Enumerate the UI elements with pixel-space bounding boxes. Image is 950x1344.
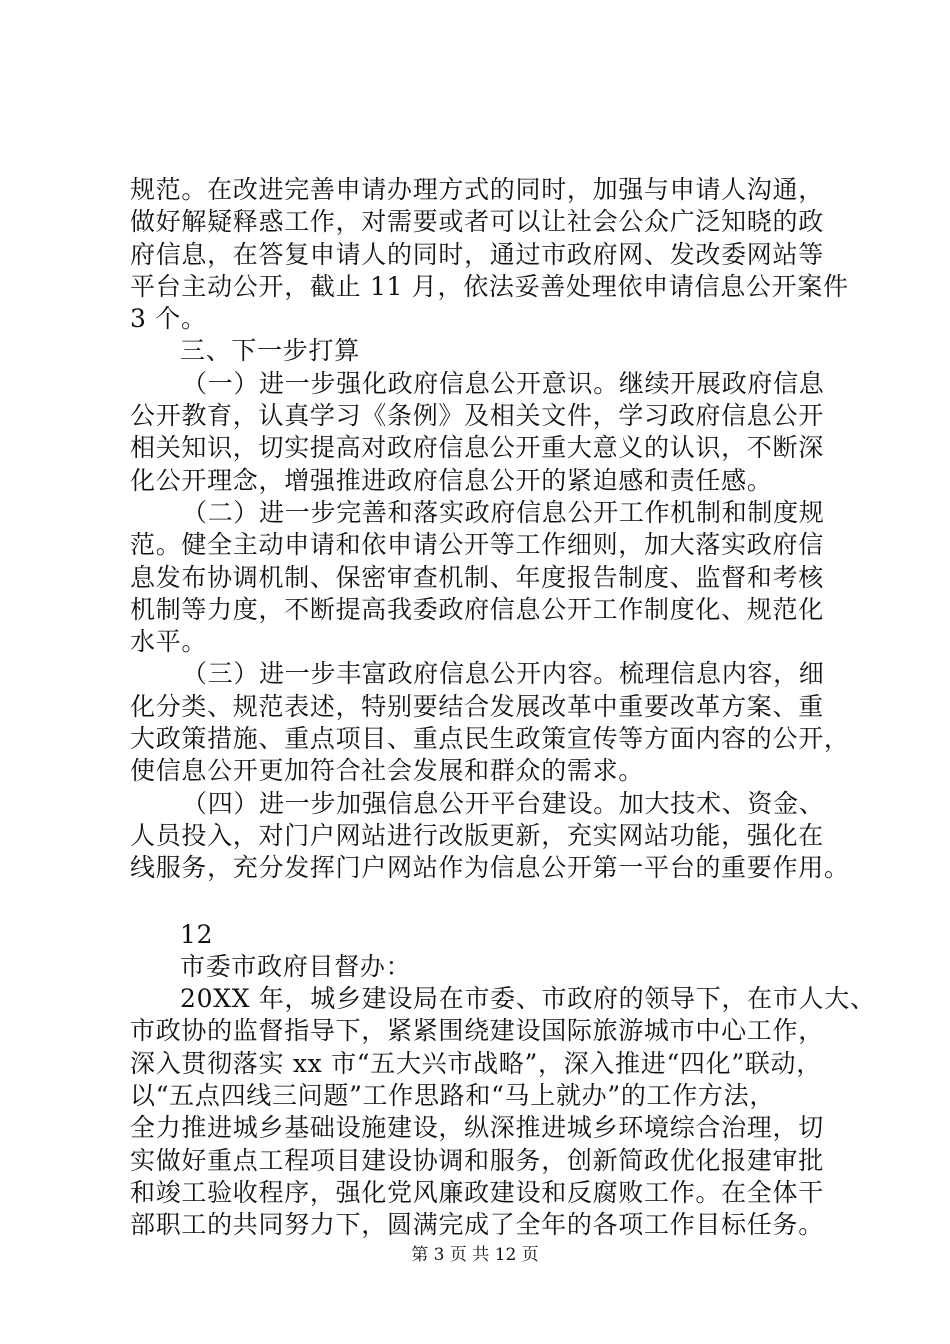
page-footer: 第 3 页 共 12 页 <box>411 1245 539 1265</box>
text-line: 大政策措施、重点项目、重点民生政策宣传等方面内容的公开， <box>130 724 850 754</box>
text-line: 三、下一步打算 <box>180 336 360 366</box>
text-line: 深入贯彻落实 xx 市“五大兴市战略”，深入推进“四化”联动， <box>130 1048 822 1078</box>
text-line: 做好解疑释惑工作，对需要或者可以让社会公众广泛知晓的政 <box>130 207 824 237</box>
text-line: 实做好重点工程项目建设协调和服务，创新简政优化报建审批 <box>130 1145 824 1175</box>
text-line: 使信息公开更加符合社会发展和群众的需求。 <box>130 756 645 786</box>
text-line: 机制等力度，不断提高我委政府信息公开工作制度化、规范化 <box>130 594 824 624</box>
text-line: （一）进一步强化政府信息公开意识。继续开展政府信息 <box>182 368 825 398</box>
text-line: （四）进一步加强信息公开平台建设。加大技术、资金、 <box>182 788 825 818</box>
text-line: 化公开理念，增强推进政府信息公开的紧迫感和责任感。 <box>130 465 773 495</box>
text-line: 公开教育，认真学习《条例》及相关文件，学习政府信息公开 <box>130 401 824 431</box>
document-body <box>130 174 876 1242</box>
text-line: 相关知识，切实提高对政府信息公开重大意义的认识，不断深 <box>130 433 824 463</box>
text-line: （二）进一步完善和落实政府信息公开工作机制和制度规 <box>182 497 825 527</box>
text-line: 市政协的监督指导下，紧紧围绕建设国际旅游城市中心工作， <box>130 1016 824 1046</box>
text-line: 府信息，在答复申请人的同时，通过市政府网、发改委网站等 <box>130 239 824 269</box>
paragraph-gap <box>130 885 850 919</box>
text-line: 市委市政府目督办： <box>180 951 412 981</box>
text-line: 水平。 <box>130 627 208 657</box>
text-line: 和竣工验收程序，强化党风廉政建设和反腐败工作。在全体干 <box>130 1177 824 1207</box>
text-line: 平台主动公开，截止 11 月，依法妥善处理依申请信息公开案件 <box>130 271 849 301</box>
text-line: 线服务，充分发挥门户网站作为信息公开第一平台的重要作用。 <box>130 853 850 883</box>
text-line: 部职工的共同努力下，圆满完成了全年的各项工作目标任务。 <box>130 1210 824 1240</box>
text-line: 3 个。 <box>130 304 207 334</box>
text-line: 范。健全主动申请和依申请公开等工作细则，加大落实政府信 <box>130 530 824 560</box>
text-line: （三）进一步丰富政府信息公开内容。梳理信息内容，细 <box>182 659 825 689</box>
text-line: 全力推进城乡基础设施建设，纵深推进城乡环境综合治理，切 <box>130 1113 824 1143</box>
text-line: 规范。在改进完善申请办理方式的同时，加强与申请人沟通， <box>130 175 824 204</box>
text-line: 以“五点四线三问题”工作思路和“马上就办”的工作方法， <box>130 1081 776 1111</box>
text-line: 息发布协调机制、保密审查机制、年度报告制度、监督和考核 <box>130 562 824 592</box>
text-line: 12 <box>180 919 214 949</box>
text-line: 化分类、规范表述，特别要结合发展改革中重要改革方案、重 <box>130 691 824 721</box>
text-line: 人员投入，对门户网站进行改版更新，充实网站功能，强化在 <box>130 820 824 850</box>
text-line: 20XX 年，城乡建设局在市委、市政府的领导下，在市人大、 <box>180 984 876 1014</box>
